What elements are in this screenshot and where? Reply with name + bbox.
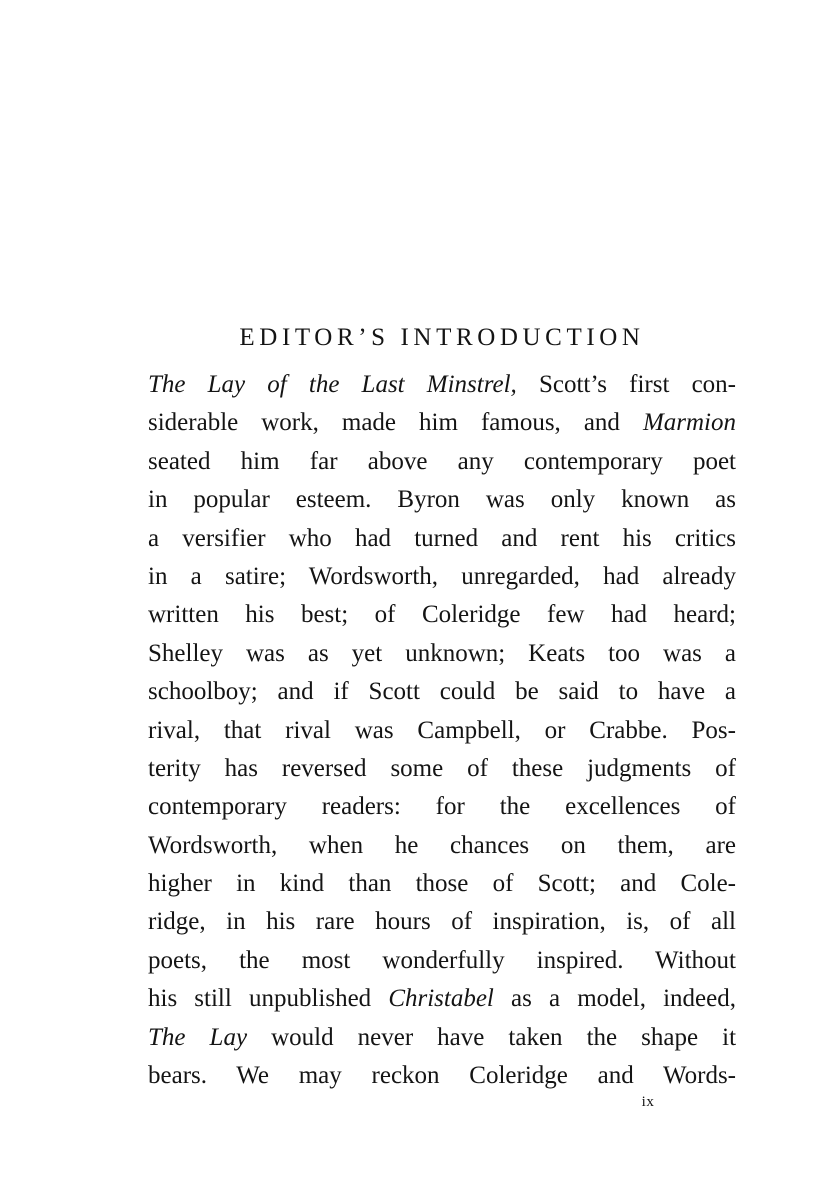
text-line: ridge, in his rare hours of inspiration, is, of all [148,908,736,936]
chapter-heading: EDITOR’S INTRODUCTION [239,323,645,351]
text-line: poets, the most wonderfully inspired. Without [148,946,736,974]
text-line: higher in kind than those of Scott; and Cole- [148,870,736,898]
text-line: written his best; of Coleridge few had heard; [148,601,736,629]
text-line: in popular esteem. Byron was only known as [148,486,736,514]
text-line: a versifier who had turned and rent his critics [148,524,736,552]
page-number: ix [641,1094,655,1110]
text-line: bears. We may reckon Coleridge and Words- [148,1062,736,1090]
text-line: his still unpublished Christabel as a model, indeed, [148,985,736,1013]
text-line: schoolboy; and if Scott could be said to have a [148,678,736,706]
text-line: contemporary readers: for the excellences of [148,793,736,821]
text-line: seated him far above any contemporary poet [148,447,736,475]
text-line: terity has reversed some of these judgments of [148,754,736,782]
text-line: siderable work, made him famous, and Marmion [148,409,736,437]
text-line: The Lay of the Last Minstrel, Scott’s first con- [148,371,736,398]
text-line: in a satire; Wordsworth, unregarded, had already [148,562,736,590]
text-line: rival, that rival was Campbell, or Crabbe. Pos- [148,716,736,744]
text-line: Shelley was as yet unknown; Keats too was a [148,639,736,667]
text-line: Wordsworth, when he chances on them, are [148,831,736,859]
introduction-text [148,366,736,1095]
text-line: The Lay would never have taken the shape it [148,1023,737,1051]
